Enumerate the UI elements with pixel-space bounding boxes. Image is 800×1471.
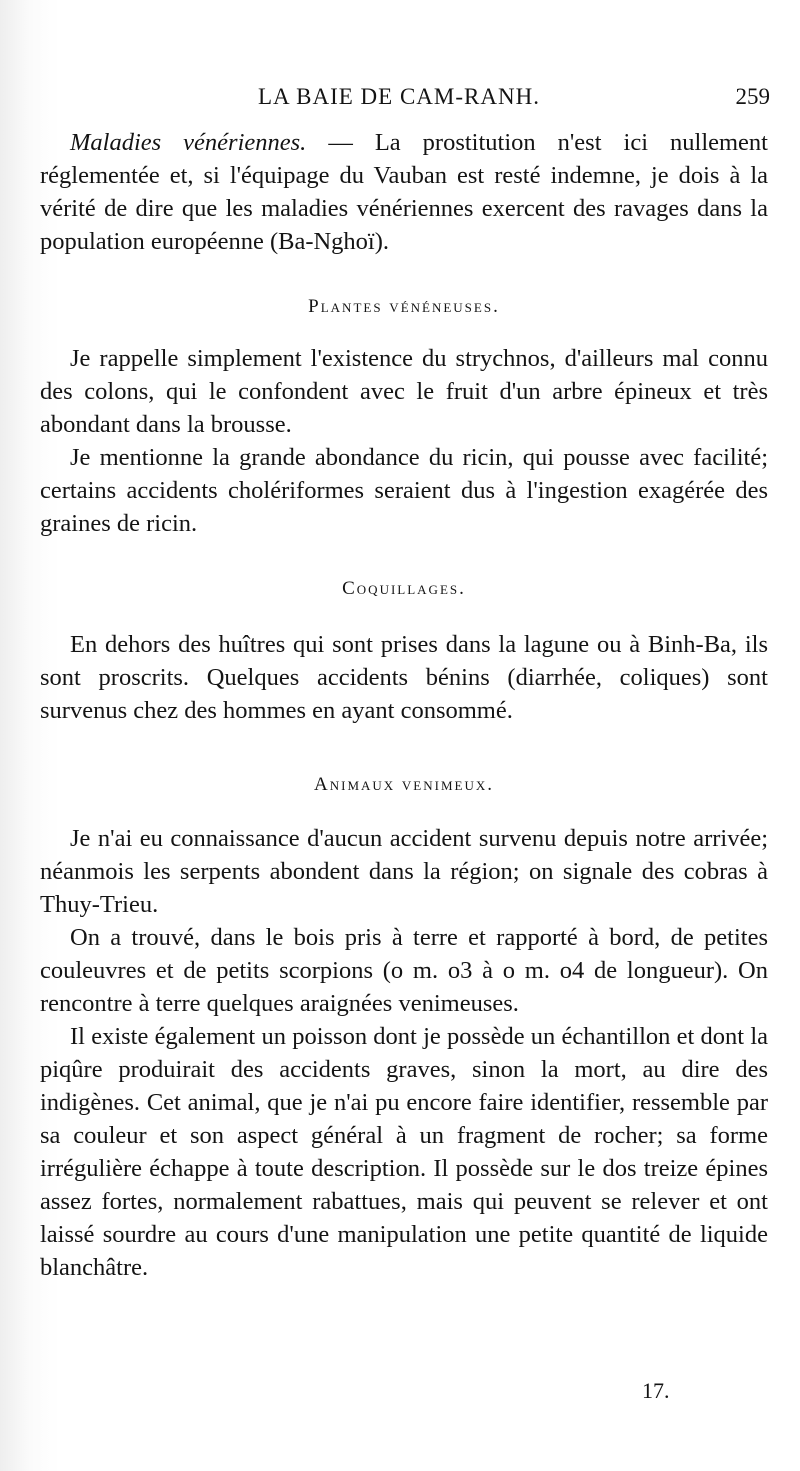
paragraph-text: — La prostitution n'est ici nullement réglementée et, si l'équipage du Vauban est resté indemne, je dois à la vérité de dire que les maladies vénériennes exercent des ravages dans la population européenne (Ba-Nghoï). [40,129,768,255]
heading-coquillages: Coquillages. [342,578,466,599]
paragraph-animaux-1: Je n'ai eu connaissance d'aucun accident survenu depuis notre arrivée; néanmois les serpents abondent dans la région; on signale des cobras à Thuy-Trieu. [40,825,768,918]
signature-mark: 17. [642,1378,670,1403]
paragraph-coquillages-1: En dehors des huîtres qui sont prises dans la lagune ou à Binh-Ba, ils sont proscrits. Quelques accidents bénins (diarrhée, coliques) sont survenus chez des hommes en ayant consommé. [40,631,768,724]
page-number: 259 [735,84,770,109]
paragraph-plantes-1: Je rappelle simplement l'existence du strychnos, d'ailleurs mal connu des colons, qui le confondent avec le fruit d'un arbre épineux et très abondant dans la brousse. [40,345,768,438]
section-animaux [40,822,768,1284]
page-header [258,84,770,114]
section-coquillages [40,628,768,727]
paragraph-animaux-3: Il existe également un poisson dont je possède un échantillon et dont la piqûre produirait des accidents graves, sinon la mort, au dire des indigènes. Cet animal, que je n'ai pu encore faire identifier, ressemble par sa couleur et son aspect général à un fragment de rocher; sa forme irrégulière échappe à toute description. Il possède sur le dos treize épines assez fortes, normalement rabattues, mais qui peuvent se relever et ont laissé sourdre au cours d'une manipulation une petite quantité de liquide blanchâtre. [40,1023,768,1281]
section-maladies [40,126,768,258]
paragraph-plantes-2: Je mentionne la grande abondance du ricin, qui pousse avec facilité; certains accidents cholériformes seraient dus à l'ingestion exagérée des graines de ricin. [40,444,768,537]
paragraph-maladies [40,126,768,258]
running-title: LA BAIE DE CAM-RANH. [258,84,540,109]
heading-plantes: Plantes vénéneuses. [308,296,500,317]
section-plantes [40,342,768,540]
paragraph-lead: Maladies vénériennes. [70,129,307,156]
paragraph-animaux-2: On a trouvé, dans le bois pris à terre et rapporté à bord, de petites couleuvres et de petits scorpions (o m. o3 à o m. o4 de longueur). On rencontre à terre quelques araignées venimeuses. [40,924,768,1017]
heading-animaux: Animaux venimeux. [314,774,494,795]
